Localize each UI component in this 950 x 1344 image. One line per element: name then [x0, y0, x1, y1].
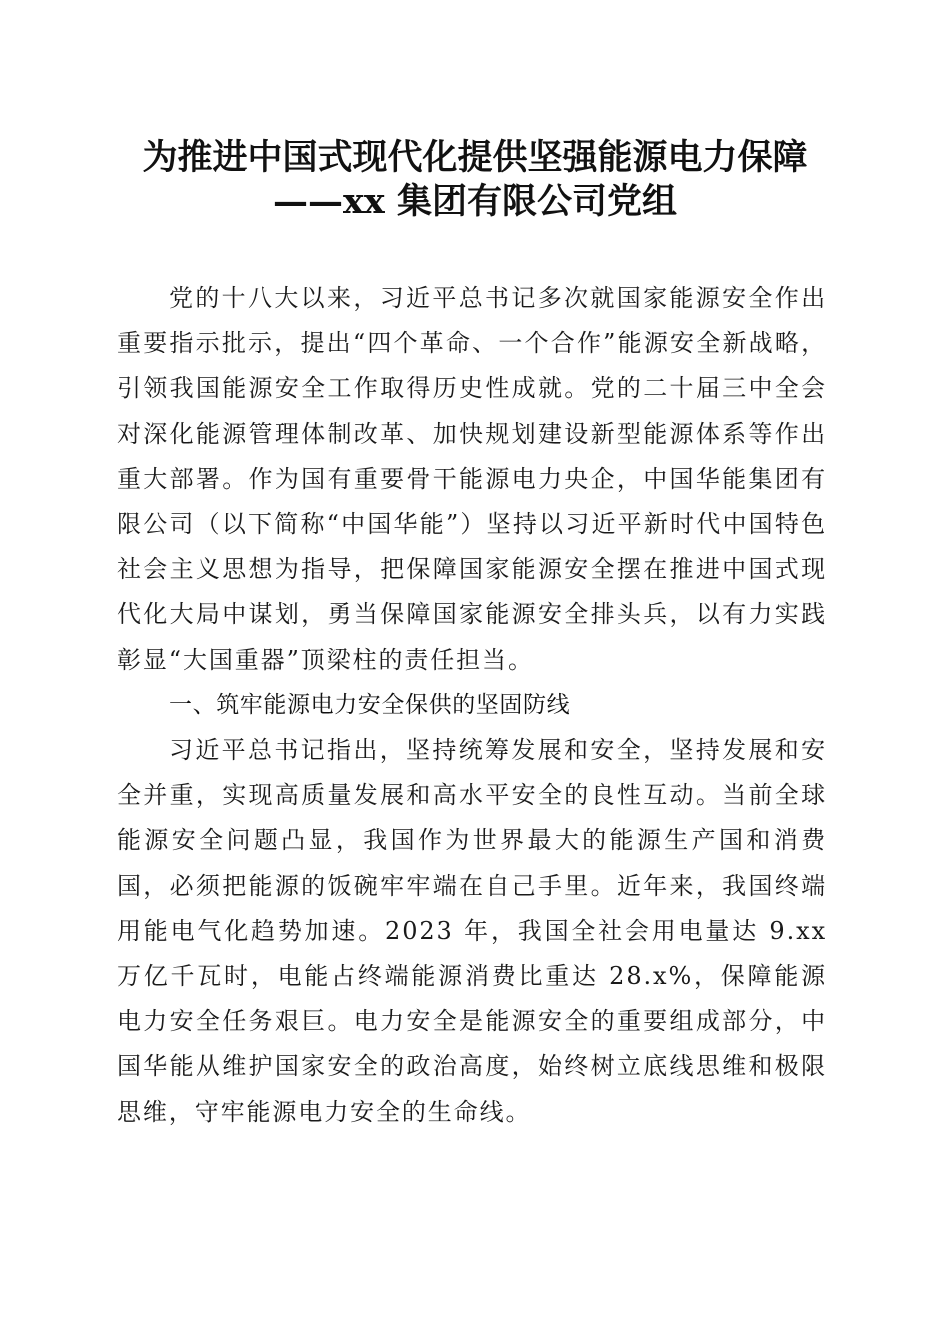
section-heading-1: 一、筑牢能源电力安全保供的坚固防线 — [169, 691, 571, 718]
title-main: 为推进中国式现代化提供坚强能源电力保障 — [142, 137, 808, 178]
paragraph-section-1: 习近平总书记指出，坚持统筹发展和安全，坚持发展和安全并重，实现高质量发展和高水平安全的良性互动。当前全球能源安全问题凸显，我国作为世界最大的能源生产国和消费国，必须把能源的饭碗牢牢端在自己手里。近年来，我国终端用能电气化趋势加速。2023 年，我国全社会用电量达 9.xx 万亿千瓦时，电能占终端能源消费比重达 28.x%，保障能源电力安全任务艰巨。电力安全是能源安全的重要组成部分，中国华能从维护国家安全的政治高度，始终树立底线思维和极限思维，守牢能源电力安全的生命线。 — [117, 736, 827, 1126]
title-subtitle: ——xx 集团有限公司党组 — [273, 181, 677, 222]
document-title — [0, 136, 950, 224]
paragraph-intro: 党的十八大以来，习近平总书记多次就国家能源安全作出重要指示批示，提出“四个革命、一个合作”能源安全新战略，引领我国能源安全工作取得历史性成就。党的二十届三中全会对深化能源管理体制改革、加快规划建设新型能源体系等作出重大部署。作为国有重要骨干能源电力央企，中国华能集团有限公司（以下简称“中国华能”）坚持以习近平新时代中国特色社会主义思想为指导，把保障国家能源安全摆在推进中国式现代化大局中谋划，勇当保障国家能源安全排头兵，以有力实践彰显“大国重器”顶梁柱的责任担当。 — [117, 284, 827, 674]
document-body — [117, 276, 827, 1135]
